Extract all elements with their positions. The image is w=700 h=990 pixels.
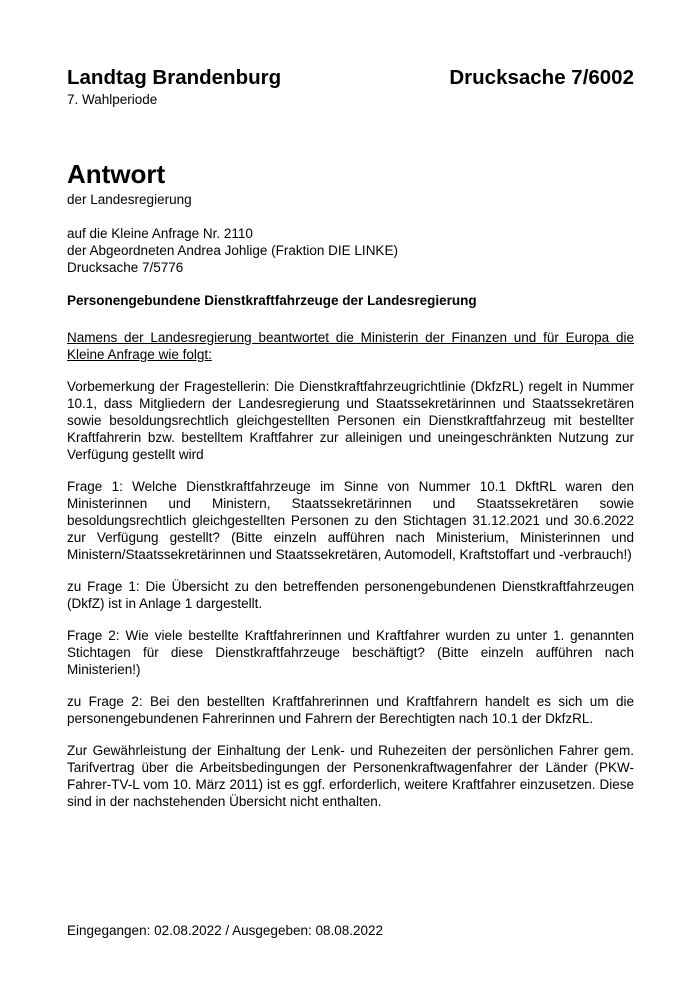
answer-1: zu Frage 1: Die Übersicht zu den betreffenden personengebundenen Dienstkraftfahrzeugen (DkfZ) ist in Anlage 1 dargestellt. xyxy=(67,579,634,611)
answer-2: zu Frage 2: Bei den bestellten Kraftfahrerinnen und Kraftfahrern handelt es sich um die personengebundenen Fahrerinnen und Fahrern der Berechtigten nach 10.1 der DkfzRL. xyxy=(67,694,634,726)
receipt-dates: Eingegangen: 02.08.2022 / Ausgegeben: 08.08.2022 xyxy=(67,923,384,938)
question-1: Frage 1: Welche Dienstkraftfahrzeuge im Sinne von Nummer 10.1 DkftRL waren den Ministerinnen und Ministern, Staatssekretärinnen und Staatssekretären sowie besoldungsrechtlich gleichgestellten Personen zu den Stichtagen 31.12.2021 und 30.6.2022 zur Verfügung gestellt? (Bitte einzeln aufführen nach Ministerium, Ministerinnen und Ministern/Staatssekretärinnen und Staatssekretären, Automodell, Kraftstoffart und -verbrauch!) xyxy=(67,479,634,562)
reference-line: Drucksache 7/5776 xyxy=(67,260,184,275)
reference-line: auf die Kleine Anfrage Nr. 2110 xyxy=(67,226,253,241)
document-title: Antwort xyxy=(67,159,166,189)
legislative-period: 7. Wahlperiode xyxy=(67,92,158,107)
reference-line: der Abgeordneten Andrea Johlige (Fraktion DIE LINKE) xyxy=(67,243,398,258)
answer-intro: Namens der Landesregierung beantwortet die Ministerin der Finanzen und für Europa die Kleine Anfrage wie folgt: xyxy=(67,330,634,362)
question-2: Frage 2: Wie viele bestellte Kraftfahrerinnen und Kraftfahrer wurden zu unter 1. genannten Stichtagen für diese Dienstkraftfahrzeuge beschäftigt? (Bitte einzeln aufführen nach Ministerien!) xyxy=(67,628,634,677)
document-page xyxy=(67,0,634,990)
document-subtitle: der Landesregierung xyxy=(67,192,192,207)
inquiry-reference xyxy=(67,225,398,276)
document-body xyxy=(67,329,634,825)
preliminary-remark: Vorbemerkung der Fragestellerin: Die Dienstkraftfahrzeugrichtlinie (DkfzRL) regelt in Nummer 10.1, dass Mitgliedern der Landesregierung und Staatssekretärinnen und Staatssekretären sowie besoldungsrechtlich gleichgestellten Personen ein Dienstkraftfahrzeug mit bestellter Kraftfahrerin bzw. bestelltem Kraftfahrer zur alleinigen und uneingeschränkten Nutzung zur Verfügung gestellt wird xyxy=(67,379,634,462)
document-subject: Personengebundene Dienstkraftfahrzeuge der Landesregierung xyxy=(67,293,477,308)
parliament-name: Landtag Brandenburg xyxy=(67,66,282,89)
document-header xyxy=(67,66,634,92)
print-number: Drucksache 7/6002 xyxy=(449,66,634,89)
answer-2-note: Zur Gewährleistung der Einhaltung der Lenk- und Ruhezeiten der persönlichen Fahrer gem. Tarifvertrag über die Arbeitsbedingungen der Personenkraftwagenfahrer der Länder (PKW-Fahrer-TV-L vom 10. März 2011) ist es ggf. erforderlich, weitere Kraftfahrer einzusetzen. Diese sind in der nachstehenden Übersicht nicht enthalten. xyxy=(67,743,634,809)
